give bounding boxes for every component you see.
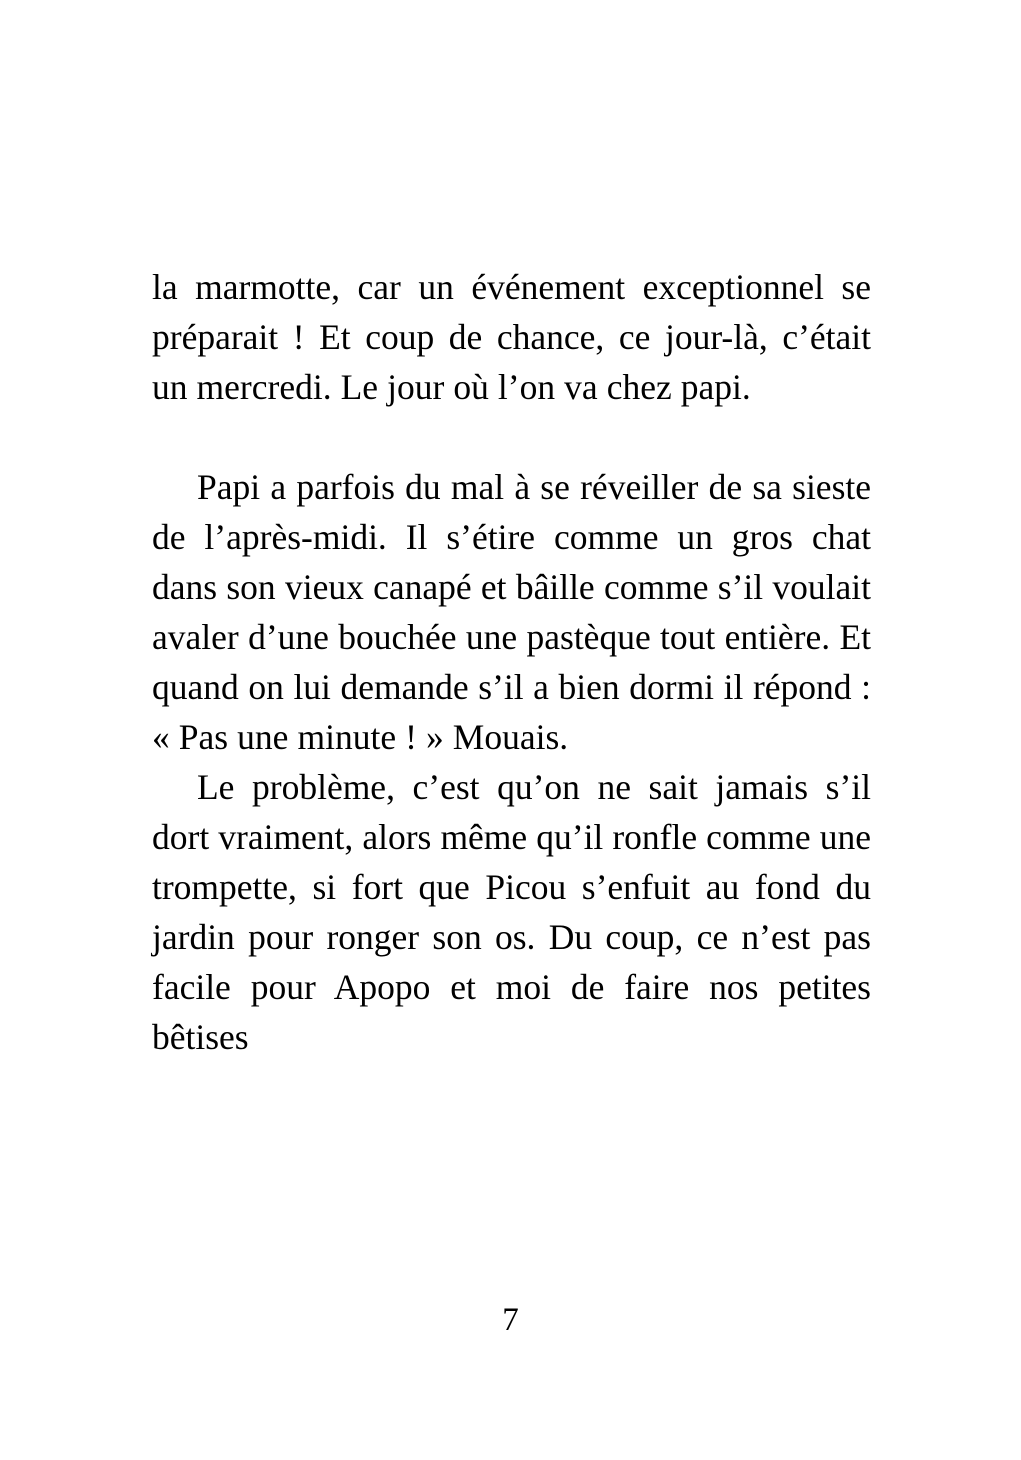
page-number: 7 [502, 1302, 519, 1338]
page-text-block [152, 262, 871, 1062]
paragraph-le-probleme: Le problème, c’est qu’on ne sait jamais s’il dort vraiment, alors même qu’il ronfle comme une trompette, si fort que Picou s’enfuit au fond du jardin pour ronger son os. Du coup, ce n’est pas facile pour Apopo et moi de faire nos petites bêtises [152, 767, 871, 1057]
paragraph-papi-sieste: Papi a parfois du mal à se réveiller de sa sieste de l’après-midi. Il s’étire comme un gros chat dans son vieux canapé et bâille comme s’il voulait avaler d’une bouchée une pastèque tout entière. Et quand on lui demande s’il a bien dormi il répond : « Pas une minute ! » Mouais. [152, 467, 871, 757]
paragraph-continuation: la marmotte, car un événement exceptionnel se préparait ! Et coup de chance, ce jour-là, c’était un mercredi. Le jour où l’on va chez papi. [152, 267, 871, 407]
